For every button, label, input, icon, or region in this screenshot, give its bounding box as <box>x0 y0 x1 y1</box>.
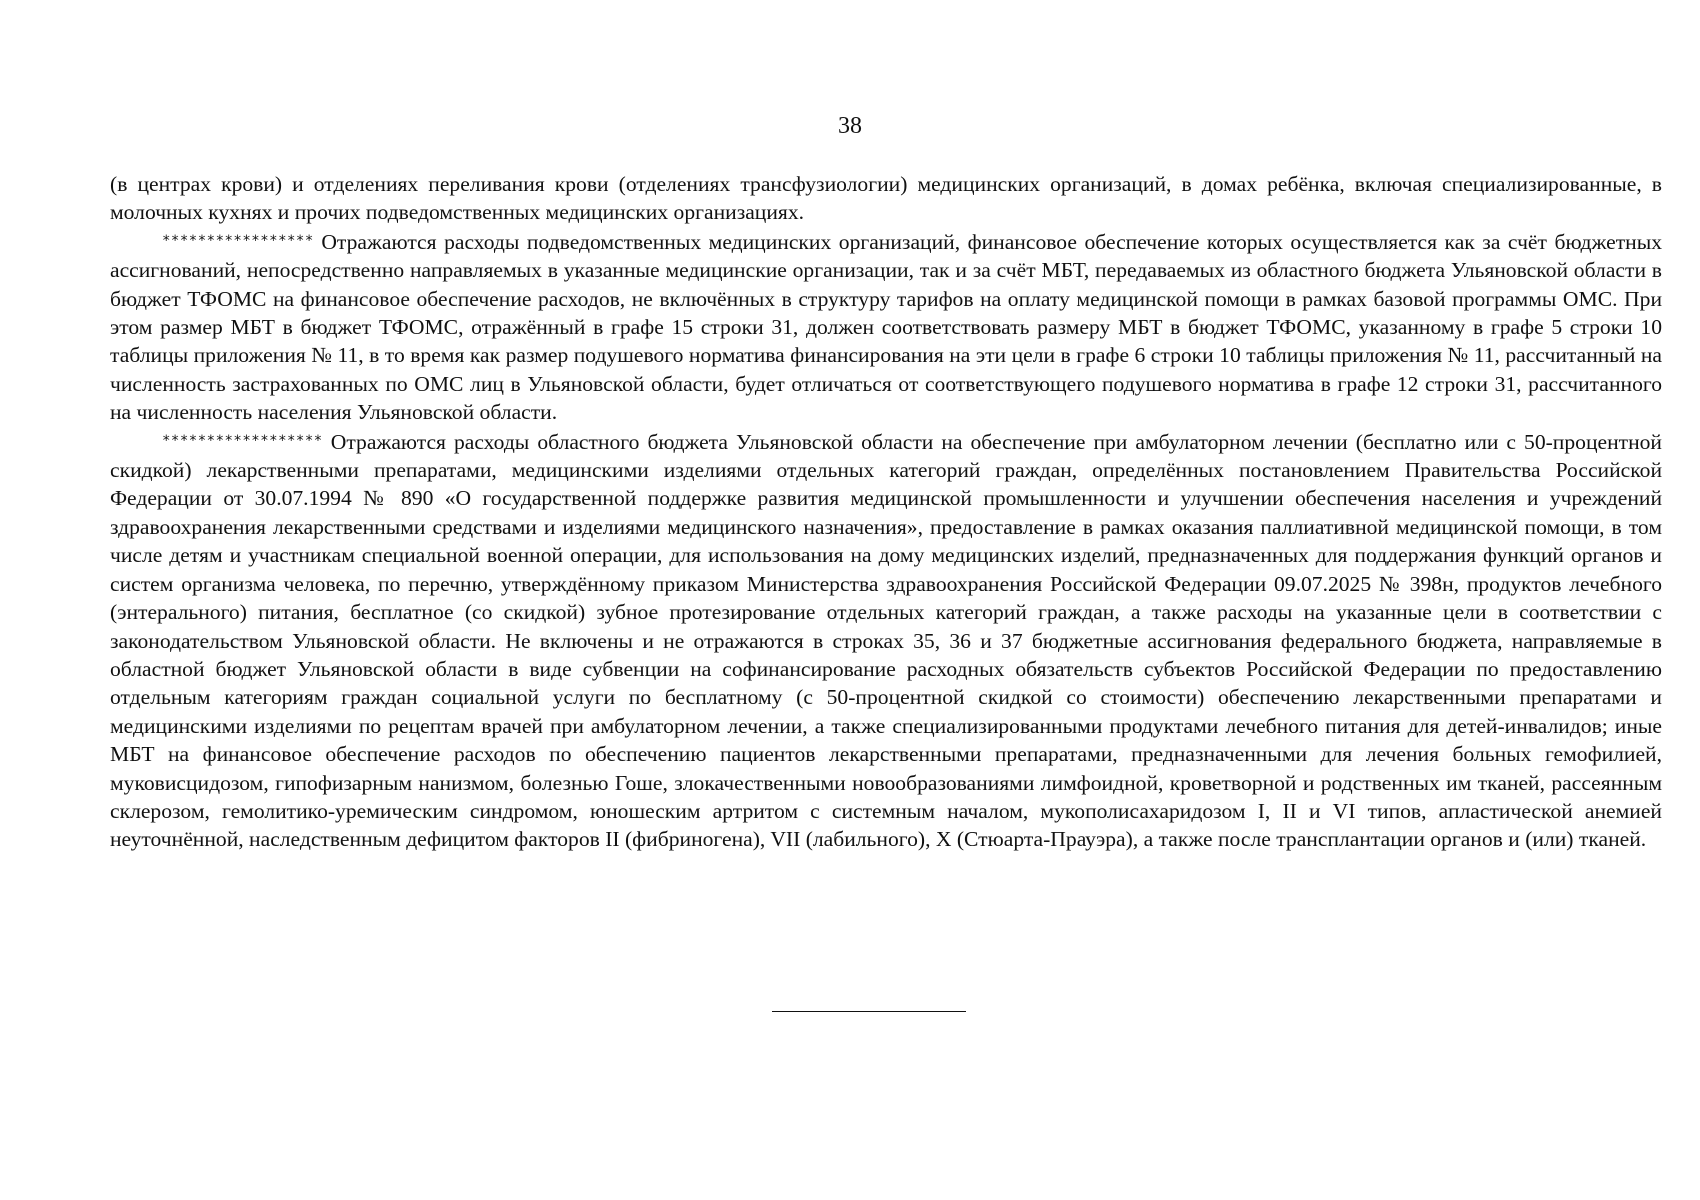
footnote-paragraph-18 <box>110 427 1662 854</box>
footnote-marker: ***************** <box>162 232 314 249</box>
footnote-marker: ****************** <box>162 432 323 449</box>
paragraph-text: Отражаются расходы подведомственных медицинских организаций, финансовое обеспечение которых осуществляется как за счёт бюджетных ассигнований, непосредственно направляемых в указанные медицинские организации, так и за счёт МБТ, передаваемых из областного бюджета Ульяновской области в бюджет ТФОМС на финансовое обеспечение расходов, не включённых в структуру тарифов на оплату медицинской помощи в рамках базовой программы ОМС. При этом размер МБТ в бюджет ТФОМС, отражённый в графе 15 строки 31, должен соответствовать размеру МБТ в бюджет ТФОМС, указанному в графе 5 строки 10 таблицы приложения № 11, в то время как размер подушевого норматива финансирования на эти цели в графе 6 строки 10 таблицы приложения № 11, рассчитанный на численность застрахованных по ОМС лиц в Ульяновской области, будет отличаться от соответствующего подушевого норматива в графе 12 строки 31, рассчитанного на численность населения Ульяновской области. <box>110 229 1662 425</box>
paragraph-text: Отражаются расходы областного бюджета Ульяновской области на обеспечение при амбулаторном лечении (бесплатно или с 50-процентной скидкой) лекарственными препаратами, медицинскими изделиями отдельных категорий граждан, определённых постановлением Правительства Российской Федерации от 30.07.1994 № 890 «О государственной поддержке развития медицинской промышленности и улучшении обеспечения населения и учреждений здравоохранения лекарственными средствами и изделиями медицинского назначения», предоставление в рамках оказания паллиативной медицинской помощи, в том числе детям и участникам специальной военной операции, для использования на дому медицинских изделий, предназначенных для поддержания функций органов и систем организма человека, по перечню, утверждённому приказом Министерства здравоохранения Российской Федерации 09.07.2025 № 398н, продуктов лечебного (энтерального) питания, бесплатное (со скидкой) зубное протезирование отдельных категорий граждан, а также расходы на указанные цели в соответствии с законодательством Ульяновской области. Не включены и не отражаются в строках 35, 36 и 37 бюджетные ассигнования федерального бюджета, направляемые в областной бюджет Ульяновской области в виде субвенции на софинансирование расходных обязательств субъектов Российской Федерации по предоставлению отдельным категориям граждан социальной услуги по бесплатному (с 50-процентной скидкой со стоимости) обеспечению лекарственными препаратами и медицинскими изделиями по рецептам врачей при амбулаторном лечении, а также специализированными продуктами лечебного питания для детей-инвалидов; иные МБТ на финансовое обеспечение расходов по обеспечению пациентов лекарственными препаратами, предназначенными для лечения больных гемофилией, муковисцидозом, гипофизарным нанизмом, болезнью Гоше, злокачественными новообразованиями лимфоидной, кроветворной и родственных им тканей, рассеянным склерозом, гемолитико-уремическим синдромом, юношеским артритом с системным началом, мукополисахаридозом I, II и VI типов, апластической анемией неуточнённой, наследственным дефицитом факторов II (фибриногена), VII (лабильного), X (Стюарта-Прауэра), а также после трансплантации органов и (или) тканей. <box>110 429 1662 852</box>
end-of-text-rule <box>772 1011 966 1012</box>
body-text <box>110 170 1662 854</box>
page-number: 38 <box>838 113 862 139</box>
footnote-paragraph-17 <box>110 227 1662 427</box>
paragraph-text: (в центрах крови) и отделениях переливания крови (отделениях трансфузиологии) медицинских организаций, в домах ребёнка, включая специализированные, в молочных кухнях и прочих подведомственных медицинских организациях. <box>110 172 1662 225</box>
paragraph-continuation <box>110 170 1662 227</box>
